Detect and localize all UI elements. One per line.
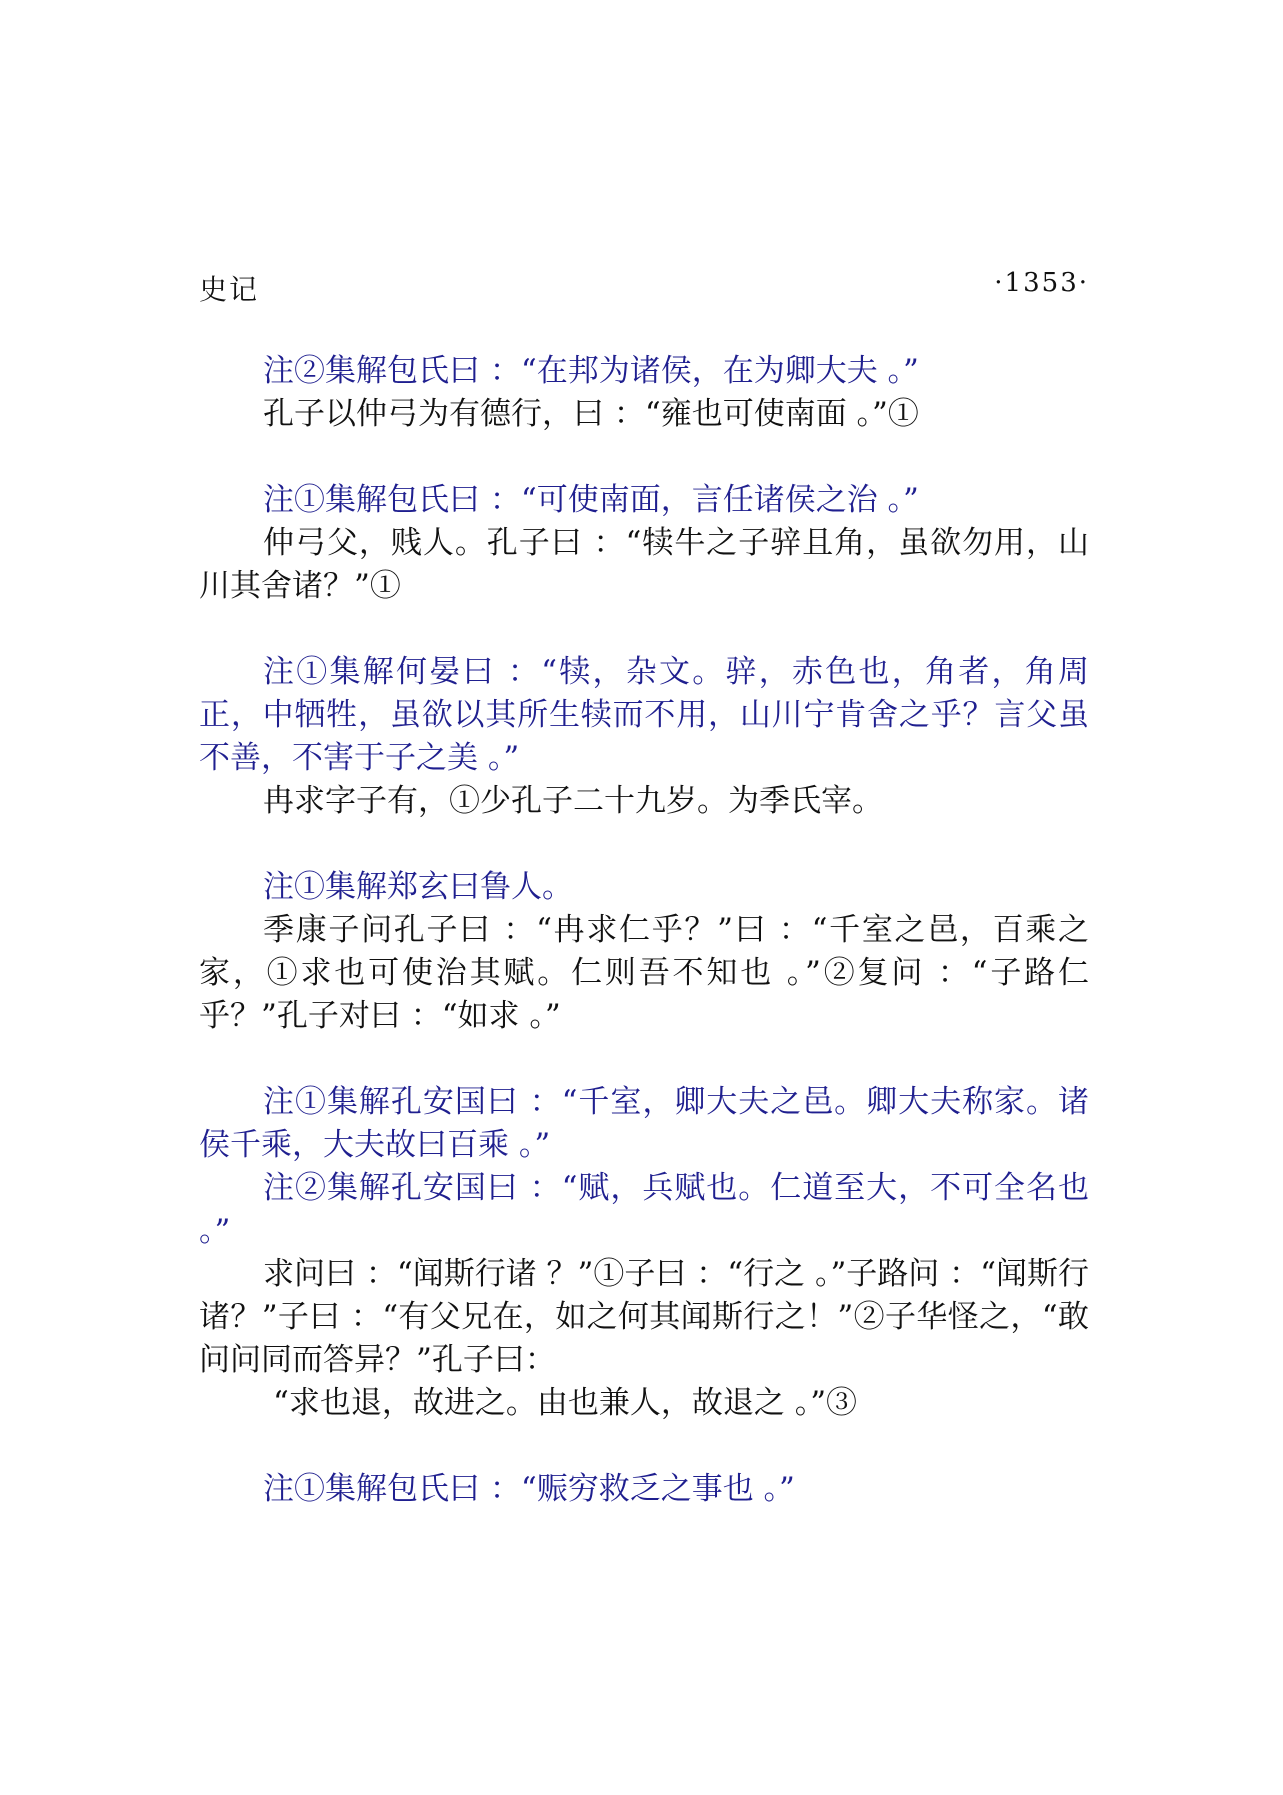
text-paragraph: 冉求字子有，①少孔子二十九岁。为季氏宰。 — [263, 783, 883, 819]
text-paragraph: 孔子以仲弓为有德行，曰 ：“雍也可使南面 。”① — [263, 396, 919, 432]
text-paragraph: 仲弓父，贱人。孔子曰 ：“犊牛之子骍且角，虽欲勿用，山川其舍诸？”① — [199, 525, 1089, 604]
annotation-paragraph: 注②集解孔安国曰 ：“赋，兵赋也。仁道至大，不可全名也 。” — [199, 1170, 1089, 1249]
annotation-paragraph: 注①集解何晏曰 ：“犊，杂文。骍，赤色也，角者，角周正，中牺牲，虽欲以其所生犊而不用，山川宁肯舍之乎？言父虽不善，不害于子之美 。” — [199, 654, 1089, 776]
page-header — [199, 268, 1089, 308]
paragraph-gap — [199, 1038, 1089, 1081]
annotation-paragraph: 注②集解包氏曰 ：“在邦为诸侯，在为卿大夫 。” — [263, 353, 919, 389]
paragraph-gap — [199, 823, 1089, 866]
paragraph-gap — [199, 1425, 1089, 1468]
page-number: ·1353· — [994, 268, 1089, 298]
annotation-paragraph: 注①集解郑玄曰鲁人。 — [263, 869, 573, 905]
running-title: 史记 — [199, 273, 260, 306]
paragraph-gap — [199, 608, 1089, 651]
page-body — [199, 350, 1089, 1511]
annotation-paragraph: 注①集解包氏曰 ：“可使南面，言任诸侯之治 。” — [263, 482, 919, 518]
annotation-paragraph: 注①集解包氏曰 ：“赈穷救乏之事也 。” — [263, 1471, 795, 1507]
text-paragraph: 季康子问孔子曰 ：“冉求仁乎？”曰 ：“千室之邑，百乘之家，①求也可使治其赋。仁则吾不知也 。”②复问 ：“子路仁乎？”孔子对曰 ：“如求 。” — [199, 912, 1090, 1034]
text-paragraph: 求问曰 ：“闻斯行诸 ？”①子曰 ：“行之 。”子路问 ：“闻斯行诸？”子曰 ：“有父兄在，如之何其闻斯行之！”②子华怪之，“敢问问同而答异？”孔子曰： — [199, 1256, 1090, 1378]
quote-paragraph: “求也退，故进之。由也兼人，故退之 。”③ — [273, 1385, 858, 1421]
annotation-paragraph: 注①集解孔安国曰 ：“千室，卿大夫之邑。卿大夫称家。诸侯千乘，大夫故曰百乘 。” — [199, 1084, 1089, 1163]
paragraph-gap — [199, 436, 1089, 479]
